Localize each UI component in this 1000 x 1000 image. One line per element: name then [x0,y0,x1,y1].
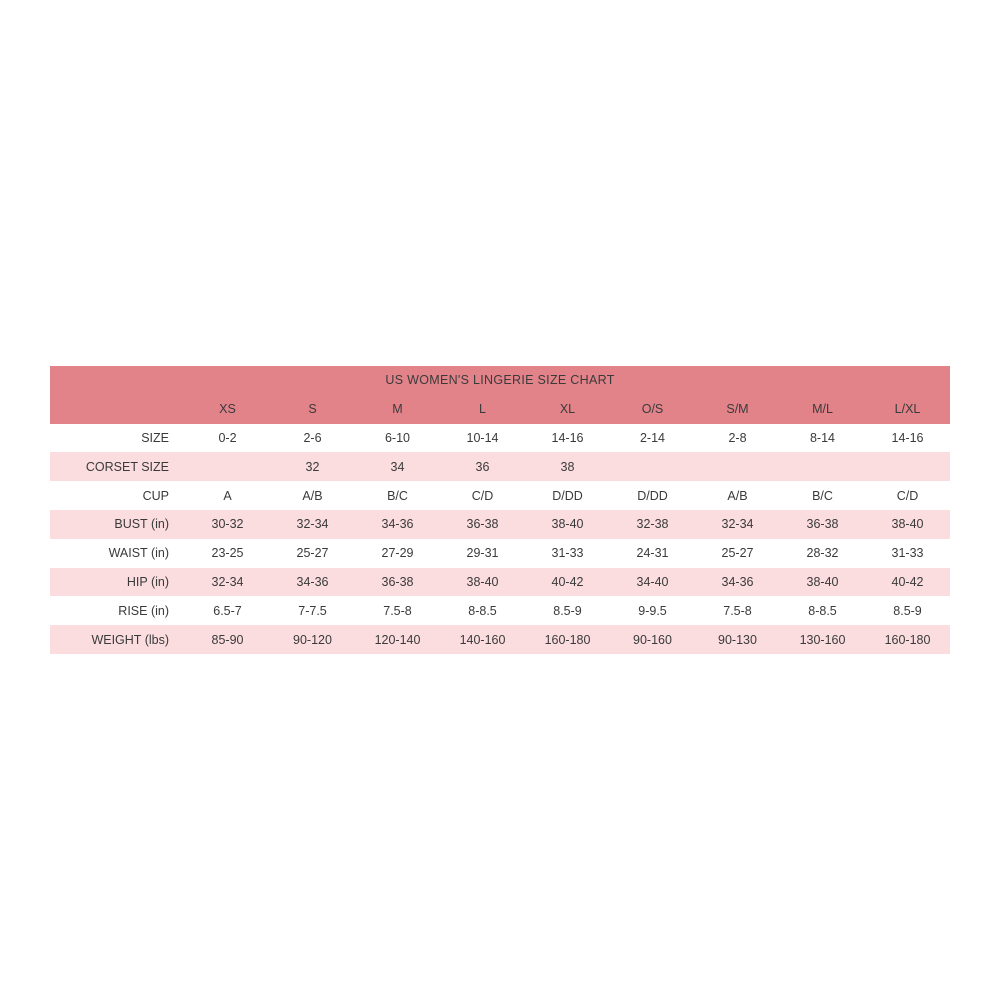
column-header: L [440,395,525,424]
table-row [50,625,950,654]
size-chart-table [50,366,950,654]
data-cell: 36-38 [440,510,525,539]
data-cell: 8.5-9 [525,596,610,625]
data-cell: 8.5-9 [865,596,950,625]
data-cell: 32-34 [185,568,270,597]
data-cell: 90-160 [610,625,695,654]
data-cell: A/B [270,481,355,510]
column-header: XL [525,395,610,424]
data-cell: 38 [525,452,610,481]
chart-header-row [50,395,950,424]
row-label: SIZE [50,424,185,453]
data-cell: 8-8.5 [780,596,865,625]
data-cell: 32-34 [270,510,355,539]
table-row [50,481,950,510]
data-cell: 38-40 [780,568,865,597]
data-cell: 32-38 [610,510,695,539]
data-cell: 34-36 [270,568,355,597]
column-header: M [355,395,440,424]
data-cell: B/C [355,481,440,510]
data-cell: 32 [270,452,355,481]
size-chart-container [50,366,950,654]
size-chart-body [50,366,950,654]
data-cell: 10-14 [440,424,525,453]
data-cell: 130-160 [780,625,865,654]
data-cell: 14-16 [525,424,610,453]
data-cell: A/B [695,481,780,510]
row-label: CUP [50,481,185,510]
data-cell: 36 [440,452,525,481]
data-cell: 85-90 [185,625,270,654]
data-cell: 2-14 [610,424,695,453]
data-cell: 36-38 [355,568,440,597]
column-header: S [270,395,355,424]
column-header: XS [185,395,270,424]
table-row [50,539,950,568]
data-cell: 28-32 [780,539,865,568]
data-cell: 140-160 [440,625,525,654]
data-cell: 36-38 [780,510,865,539]
data-cell: 9-9.5 [610,596,695,625]
row-label: HIP (in) [50,568,185,597]
data-cell: 34-36 [355,510,440,539]
table-row [50,568,950,597]
chart-title: US WOMEN'S LINGERIE SIZE CHART [50,366,950,395]
data-cell: 8-14 [780,424,865,453]
column-header: S/M [695,395,780,424]
row-label: BUST (in) [50,510,185,539]
data-cell: 90-120 [270,625,355,654]
data-cell [610,452,695,481]
data-cell: 34-36 [695,568,780,597]
data-cell [780,452,865,481]
data-cell: 30-32 [185,510,270,539]
table-row [50,452,950,481]
data-cell: D/DD [610,481,695,510]
data-cell: 24-31 [610,539,695,568]
data-cell: 14-16 [865,424,950,453]
data-cell: 34-40 [610,568,695,597]
data-cell: 38-40 [525,510,610,539]
table-row [50,424,950,453]
row-label: WEIGHT (lbs) [50,625,185,654]
row-label: WAIST (in) [50,539,185,568]
data-cell: 23-25 [185,539,270,568]
data-cell: 27-29 [355,539,440,568]
data-cell: 160-180 [525,625,610,654]
data-cell: 32-34 [695,510,780,539]
data-cell: 40-42 [525,568,610,597]
data-cell: C/D [865,481,950,510]
data-cell: 7.5-8 [355,596,440,625]
data-cell: 38-40 [440,568,525,597]
data-cell: 7.5-8 [695,596,780,625]
data-cell: B/C [780,481,865,510]
data-cell: 31-33 [525,539,610,568]
data-cell [865,452,950,481]
header-corner-cell [50,395,185,424]
data-cell: 25-27 [270,539,355,568]
column-header: O/S [610,395,695,424]
column-header: M/L [780,395,865,424]
data-cell: 31-33 [865,539,950,568]
data-cell: 34 [355,452,440,481]
data-cell: 7-7.5 [270,596,355,625]
data-cell: 120-140 [355,625,440,654]
row-label: RISE (in) [50,596,185,625]
column-header: L/XL [865,395,950,424]
data-cell: 29-31 [440,539,525,568]
data-cell: 160-180 [865,625,950,654]
data-cell: A [185,481,270,510]
data-cell: 90-130 [695,625,780,654]
data-cell: 40-42 [865,568,950,597]
data-cell [695,452,780,481]
data-cell: 38-40 [865,510,950,539]
data-cell [185,452,270,481]
table-row [50,510,950,539]
table-row [50,596,950,625]
data-cell: 8-8.5 [440,596,525,625]
data-cell: 25-27 [695,539,780,568]
data-cell: 6-10 [355,424,440,453]
data-cell: 0-2 [185,424,270,453]
chart-title-row [50,366,950,395]
data-cell: D/DD [525,481,610,510]
data-cell: C/D [440,481,525,510]
row-label: CORSET SIZE [50,452,185,481]
data-cell: 2-8 [695,424,780,453]
data-cell: 2-6 [270,424,355,453]
data-cell: 6.5-7 [185,596,270,625]
